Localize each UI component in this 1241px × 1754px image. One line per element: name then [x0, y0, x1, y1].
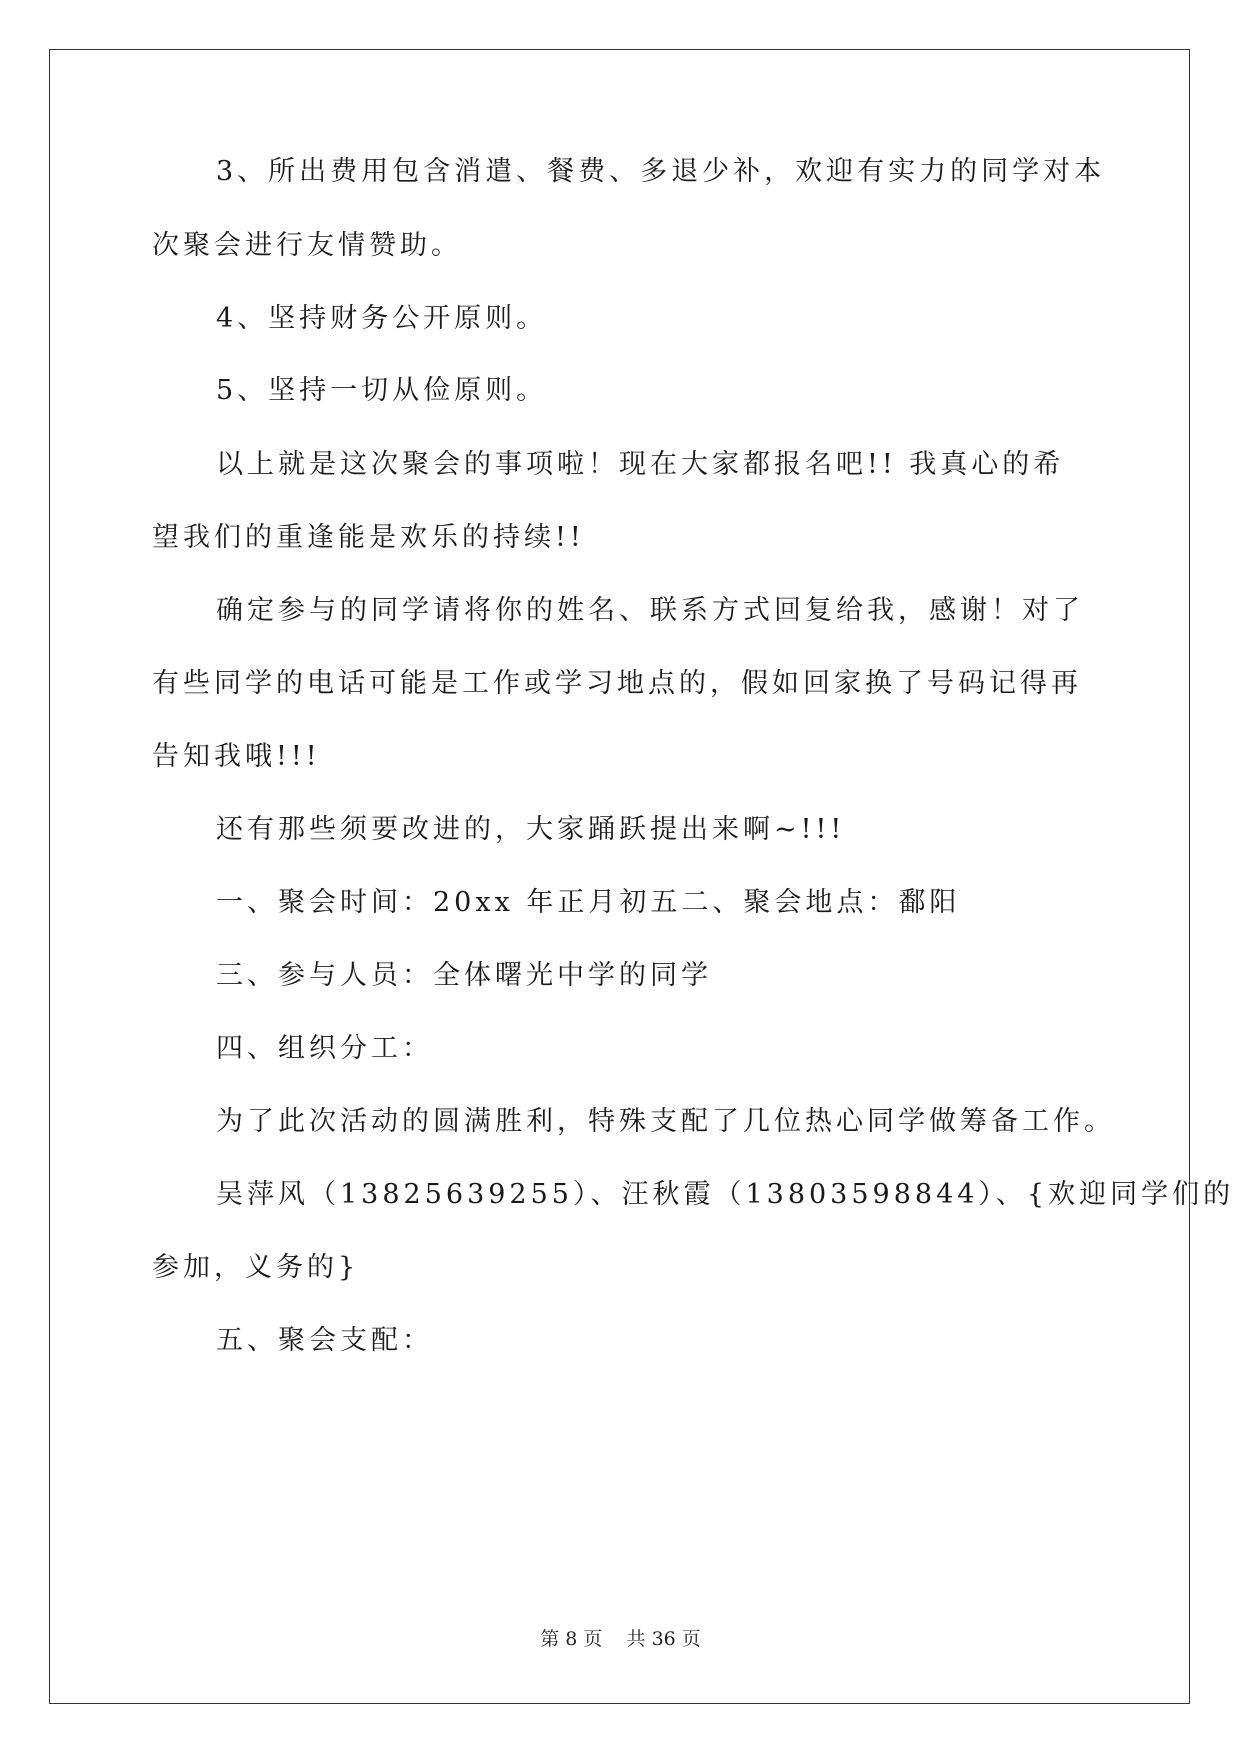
- page-footer: [0, 1624, 1241, 1651]
- total-pages: 共 36 页: [626, 1628, 701, 1650]
- paragraph-line: 吴萍风（13825639255）、汪秋霞（13803598844）、{欢迎同学们的: [216, 1179, 1235, 1210]
- page-number: 第 8 页: [540, 1628, 603, 1650]
- paragraph-line: 5、坚持一切从俭原则。: [216, 375, 548, 406]
- paragraph-line: 以上就是这次聚会的事项啦！现在大家都报名吧!! 我真心的希: [216, 449, 1065, 480]
- paragraph-line: 参加，义务的}: [152, 1252, 360, 1283]
- paragraph-line: 三、参与人员：全体曙光中学的同学: [216, 960, 712, 991]
- paragraph-line: 次聚会进行友情赞助。: [152, 230, 462, 261]
- paragraph-line: 有些同学的电话可能是工作或学习地点的，假如回家换了号码记得再: [152, 668, 1082, 699]
- paragraph-line: 五、聚会支配：: [216, 1325, 433, 1356]
- paragraph-line: 还有那些须要改进的，大家踊跃提出来啊~!!!: [216, 814, 846, 845]
- paragraph-line: 为了此次活动的圆满胜利，特殊支配了几位热心同学做筹备工作。: [216, 1106, 1115, 1137]
- paragraph-line: 一、聚会时间：20xx 年正月初五二、聚会地点：鄱阳: [216, 887, 961, 918]
- page-border: [49, 49, 1190, 1704]
- paragraph-line: 告知我哦!!!: [152, 741, 321, 772]
- paragraph-line: 确定参与的同学请将你的姓名、联系方式回复给我，感谢！对了: [216, 595, 1084, 626]
- paragraph-line: 4、坚持财务公开原则。: [216, 303, 548, 334]
- paragraph-line: 四、组织分工：: [216, 1033, 433, 1064]
- paragraph-line: 望我们的重逢能是欢乐的持续!!: [152, 522, 585, 553]
- paragraph-line: 3、所出费用包含消遣、餐费、多退少补，欢迎有实力的同学对本: [216, 156, 1106, 187]
